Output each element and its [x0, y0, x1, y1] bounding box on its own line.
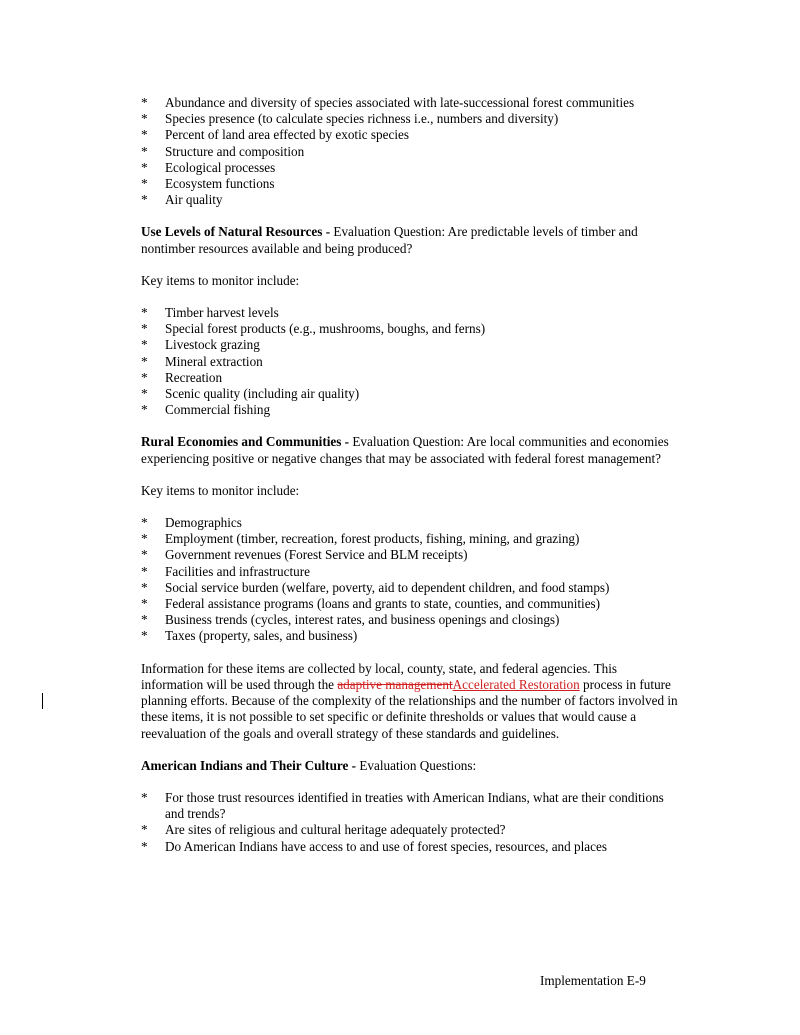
bullet: * [141, 111, 148, 127]
list-item: * Do American Indians have access to and use of forest species, resources, and places [141, 838, 607, 854]
bullet: * [141, 143, 148, 159]
list-item: * Commercial fishing [141, 402, 271, 418]
bullet: * [141, 386, 148, 402]
bullet: * [141, 547, 148, 563]
bullet: * [141, 838, 148, 854]
use-levels-paragraph: Use Levels of Natural Resources - Evaluation Question: Are predictable levels of timber and nontimber resources available and being produced? [141, 224, 638, 256]
bullet: * [141, 596, 148, 612]
list-item: * Recreation [141, 369, 223, 385]
list-item: * Livestock grazing [141, 337, 260, 353]
american-indians-list [141, 790, 681, 855]
american-indians-paragraph: American Indians and Their Culture - Evaluation Questions: [141, 757, 477, 773]
key-items-label: Key items to monitor include: [141, 272, 300, 288]
list-item: * Facilities and infrastructure [141, 563, 311, 579]
list-item: * Employment (timber, recreation, forest products, fishing, mining, and grazing) [141, 531, 580, 547]
list-item: * Structure and composition [141, 143, 305, 159]
list-item: * Are sites of religious and cultural heritage adequately protected? [141, 822, 506, 838]
bullet: * [141, 531, 148, 547]
list-item: * Air quality [141, 192, 223, 208]
bullet: * [141, 337, 148, 353]
list-item: * Federal assistance programs (loans and grants to state, counties, and communities) [141, 596, 601, 612]
list-item: * Government revenues (Forest Service and BLM receipts) [141, 547, 468, 563]
bullet: * [141, 628, 148, 644]
bullet: * [141, 305, 148, 321]
bullet: * [141, 515, 148, 531]
rural-economies-heading: Rural Economies and Communities - [141, 434, 350, 450]
use-levels-heading: Use Levels of Natural Resources - [141, 224, 331, 240]
indicator-list [141, 95, 681, 208]
bullet: * [141, 127, 148, 143]
bullet: * [141, 579, 148, 595]
bullet: * [141, 369, 148, 385]
bullet: * [141, 402, 148, 418]
revision-change-bar [42, 693, 43, 709]
inserted-text: Accelerated Restoration [452, 676, 580, 692]
list-item: * For those trust resources identified in treaties with American Indians, what are their conditions and trends? [141, 789, 664, 822]
bullet: * [141, 192, 148, 208]
bullet: * [141, 321, 148, 337]
bullet: * [141, 789, 148, 805]
list-item: * Abundance and diversity of species associated with late-successional forest communities [141, 95, 635, 110]
deleted-text: adaptive management [337, 676, 453, 692]
american-indians-heading: American Indians and Their Culture - [141, 757, 357, 773]
document-body [141, 95, 681, 855]
bullet: * [141, 159, 148, 175]
list-item: * Taxes (property, sales, and business) [141, 628, 358, 644]
bullet: * [141, 612, 148, 628]
rural-economies-list [141, 515, 681, 645]
list-item: * Ecological processes [141, 159, 276, 175]
page-footer: Implementation E-9 [540, 973, 646, 988]
bullet: * [141, 176, 148, 192]
list-item: * Demographics [141, 515, 242, 531]
list-item: * Ecosystem functions [141, 176, 275, 192]
list-item: * Business trends (cycles, interest rates, and business openings and closings) [141, 612, 560, 628]
key-items-label: Key items to monitor include: [141, 482, 300, 498]
bullet: * [141, 822, 148, 838]
list-item: * Percent of land area effected by exotic species [141, 127, 409, 143]
information-paragraph: Information for these items are collected by local, county, state, and federal agencies. This information will be used through the adaptive managementAccelerated Restoration process in future planning efforts. Because of the complexity of the relationships and the number of factors involved in these items, it is not possible to set specific or definite thresholds or values that would cause a reevaluation of the goals and overall strategy of these standards and guidelines. [141, 660, 678, 741]
list-item: * Species presence (to calculate species richness i.e., numbers and diversity) [141, 111, 559, 127]
list-item: * Timber harvest levels [141, 305, 279, 321]
bullet: * [141, 353, 148, 369]
bullet: * [141, 95, 148, 110]
list-item: * Special forest products (e.g., mushrooms, boughs, and ferns) [141, 321, 486, 337]
use-levels-list [141, 305, 681, 418]
list-item: * Scenic quality (including air quality) [141, 386, 360, 402]
list-item: * Social service burden (welfare, poverty, aid to dependent children, and food stamps) [141, 579, 610, 595]
rural-economies-paragraph: Rural Economies and Communities - Evaluation Question: Are local communities and economies experiencing positive or negative changes that may be associated with federal forest management? [141, 434, 669, 466]
list-item: * Mineral extraction [141, 353, 263, 369]
bullet: * [141, 563, 148, 579]
